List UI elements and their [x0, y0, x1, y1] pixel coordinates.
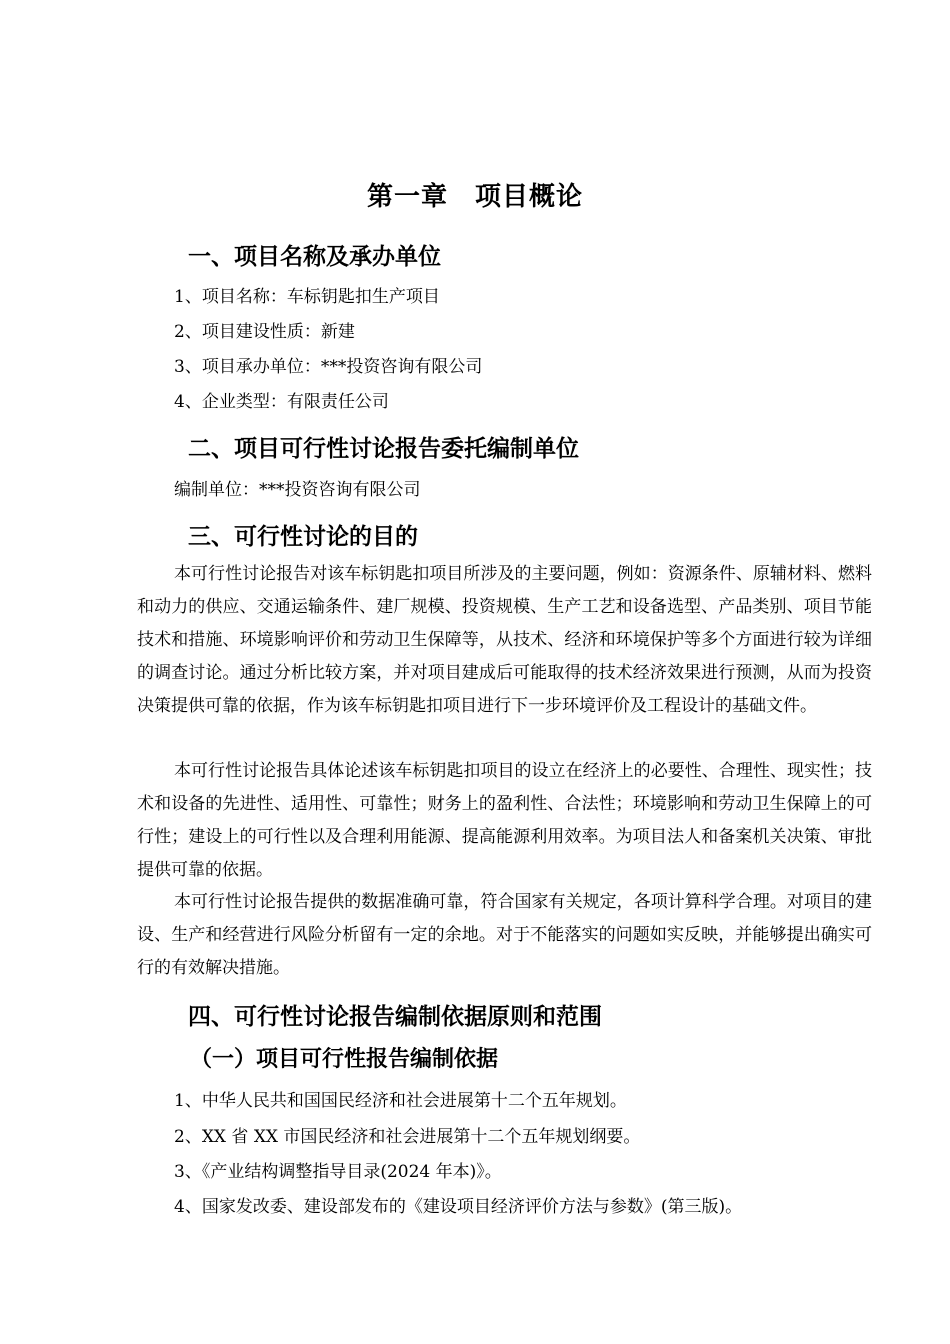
section4-subheading: （一）项目可行性报告编制依据: [190, 1047, 499, 1072]
section2-heading: 二、项目可行性讨论报告委托编制单位: [188, 436, 579, 462]
section1-item-1: 1、项目名称：车标钥匙扣生产项目: [174, 287, 440, 307]
section2-text: 编制单位：***投资咨询有限公司: [174, 480, 421, 500]
section1-heading: 一、项目名称及承办单位: [188, 244, 441, 270]
section1-item-4: 4、企业类型：有限责任公司: [174, 392, 389, 412]
section4-item-4: 4、国家发改委、建设部发布的《建设项目经济评价方法与参数》(第三版)。: [174, 1197, 743, 1217]
section4-item-1: 1、中华人民共和国国民经济和社会进展第十二个五年规划。: [174, 1091, 627, 1111]
section1-item-3: 3、项目承办单位：***投资咨询有限公司: [174, 357, 483, 377]
section4-item-2: 2、XX 省 XX 市国民经济和社会进展第十二个五年规划纲要。: [174, 1127, 641, 1147]
section3-paragraph-1: 本可行性讨论报告对该车标钥匙扣项目所涉及的主要问题，例如：资源条件、原辅材料、燃料和动力的供应、交通运输条件、建厂规模、投资规模、生产工艺和设备选型、产品类别、项目节能技术和措施、环境影响评价和劳动卫生保障等，从技术、经济和环境保护等多个方面进行较为详细的调查讨论。通过分析比较方案，并对项目建成后可能取得的技术经济效果进行预测，从而为投资决策提供可靠的依据，作为该车标钥匙扣项目进行下一步环境评价及工程设计的基础文件。: [137, 564, 872, 716]
section3-paragraph-2: 本可行性讨论报告具体论述该车标钥匙扣项目的设立在经济上的必要性、合理性、现实性；技术和设备的先进性、适用性、可靠性；财务上的盈利性、合法性；环境影响和劳动卫生保障上的可行性；建设上的可行性以及合理利用能源、提高能源利用效率。为项目法人和备案机关决策、审批提供可靠的依据。: [137, 761, 872, 880]
section3-heading: 三、可行性讨论的目的: [188, 524, 418, 550]
chapter-title: 第一章 项目概论: [366, 182, 583, 212]
section3-paragraph-3: 本可行性讨论报告提供的数据准确可靠，符合国家有关规定，各项计算科学合理。对项目的建设、生产和经营进行风险分析留有一定的余地。对于不能落实的问题如实反映，并能够提出确实可行的有效解决措施。: [137, 892, 872, 978]
section1-item-2: 2、项目建设性质：新建: [174, 322, 355, 342]
section4-item-3: 3、《产业结构调整指导目录(2024 年本)》。: [174, 1162, 502, 1182]
section4-heading: 四、可行性讨论报告编制依据原则和范围: [188, 1004, 602, 1030]
